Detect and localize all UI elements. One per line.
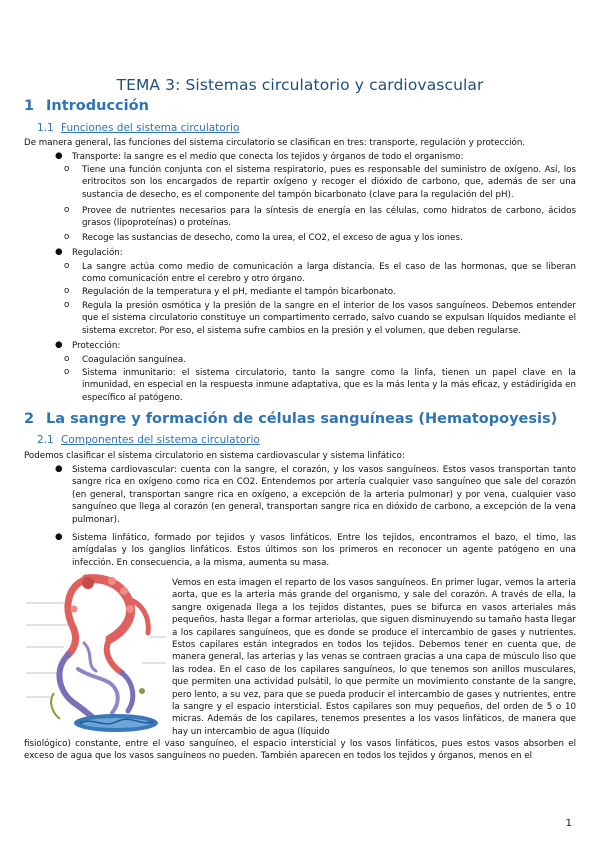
sub-bullet-marker: o (64, 261, 70, 271)
section-2-number: 2 (24, 411, 35, 427)
sub-bullet-marker: o (64, 286, 70, 296)
subsection-1-1-number: 1.1 (37, 122, 54, 134)
regulacion-item-2: Regulación de la temperatura y el pH, mediante el tampón bicarbonato. (82, 287, 396, 297)
section-1-number: 1 (24, 98, 35, 114)
cardiovascular-item: Sistema cardiovascular: cuenta con la sangre, el corazón, y los vasos sanguíneos. Estos vasos transportan tanto sangre rica en oxígeno como rica en CO2. Entendemos por artería cualquier vaso sanguíneo que sale del corazón (en general, transportan sangre rica en oxígeno, a excepción de la arteria pulmonar) y por vena, cualquier vaso sanguíneo que llega al corazón (en general, transportan sangre rica en dióxido de carbono, a excepción de la vena pulmonar). (72, 465, 576, 525)
paragraph-continuation: fisiológico) constante, entre el vaso sanguíneo, el espacio intersticial y los vasos linfáticos, pues estos vasos absorben el exceso de agua que los vasos sanguíneos no pueden. También aparecen en todos los tejidos y órganos, menos en el (24, 739, 576, 762)
proteccion-label: Protección: (72, 341, 121, 351)
regulacion-item-3: Regula la presión osmótica y la presión de la sangre en el interior de los vasos sanguíneos. Debemos entender que el sistema circulatorio constituye un compartimento cerrado, salvo cuando se expulsan líquidos mediante el sistema excretor. Por eso, el sistema sufre cambios en la presión y el volumen, que deben regularse. (82, 301, 576, 336)
subsection-1-1-title: Funciones del sistema circulatorio (61, 122, 240, 134)
sub-bullet-marker: o (64, 300, 70, 310)
subsection-1-1-heading (37, 122, 239, 134)
sub-bullet-marker: o (64, 367, 70, 377)
document-title: TEMA 3: Sistemas circulatorio y cardiovascular (116, 76, 484, 94)
bullet-marker: ● (55, 340, 63, 350)
section-1-heading (24, 98, 149, 114)
transporte-item-2: Provee de nutrientes necesarios para la síntesis de energía en las células, como hidratos de carbono, ácidos grasos (lipoproteínas) o proteínas. (82, 206, 576, 229)
sub-bullet-marker: o (64, 205, 70, 215)
section-2-title: La sangre y formación de células sanguíneas (Hematopoyesis) (46, 411, 558, 427)
regulacion-item-1: La sangre actúa como medio de comunicación a larga distancia. Es el caso de las hormonas, que se liberan como comunicación entre el cerebro y otro órgano. (82, 262, 576, 285)
sub-bullet-marker: o (64, 354, 70, 364)
transporte-label: Transporte: la sangre es el medio que conecta los tejidos y órganos de todo el organismo: (72, 152, 464, 162)
bullet-marker: ● (55, 247, 63, 257)
sub-bullet-marker: o (64, 164, 70, 174)
page-number: 1 (565, 818, 572, 829)
sub-bullet-marker: o (64, 232, 70, 242)
section-2-heading (24, 411, 557, 427)
proteccion-item-2: Sistema inmunitario: el sistema circulatorio, tanto la sangre como la linfa, tienen un papel clave en la inmunidad, en especial en la respuesta inmune adaptativa, que es la más lenta y la más eficaz, y estádirigida en específico al patógeno. (82, 368, 576, 403)
blood-vessels-figure (24, 573, 168, 739)
subsection-2-1-number: 2.1 (37, 434, 54, 446)
vessel-diagram-illustration (24, 573, 168, 739)
subsection-2-1-title: Componentes del sistema circulatorio (61, 434, 260, 446)
bullet-marker: ● (55, 151, 63, 161)
proteccion-item-1: Coagulación sanguínea. (82, 355, 186, 365)
linfatico-item: Sistema linfático, formado por tejidos y vasos linfáticos. Entre los tejidos, encontramos el bazo, el timo, las amígdalas y los ganglios linfáticos. Estos últimos son los primeros en reconocer un agente patógeno en una infección. En consecuencia, a la misma, aumenta su masa. (72, 533, 576, 568)
transporte-item-1: Tiene una función conjunta con el sistema respiratorio, pues es responsable del suministro de oxígeno. Así, los eritrocitos son los encargados de repartir oxígeno y recoger el dióxido de carbono, que, además de ser una sustancia de desecho, es el componente del tampón bicarbonato (clave para la regulación del pH). (82, 165, 576, 200)
transporte-item-3: Recoge las sustancias de desecho, como la urea, el CO2, el exceso de agua y los iones. (82, 233, 463, 243)
regulacion-label: Regulación: (72, 248, 123, 258)
intro-paragraph: De manera general, las funciones del sistema circulatorio se clasifican en tres: transporte, regulación y protección. (24, 138, 526, 148)
subsection-2-1-heading (37, 434, 260, 446)
bullet-marker: ● (55, 532, 63, 542)
section-2-intro: Podemos clasificar el sistema circulatorio en sistema cardiovascular y sistema linfático: (24, 451, 405, 461)
section-1-title: Introducción (46, 98, 149, 114)
figure-description-paragraph: Vemos en esta imagen el reparto de los vasos sanguíneos. En primer lugar, vemos la arteria aorta, que es la arteria más grande del organismo, y sale del corazón. A través de ella, la sangre oxigenada llega a los tejidos distantes, pues se bifurca en vasos arteriales más pequeños, hasta llegar a formar arteriolas, que siguen disminuyendo su tamaño hasta llegar a los capilares sanguíneos, que es donde se produce el intercambio de gases y nutrientes. Estos capilares están integrados en todos los tejidos. Debemos tener en cuenta que, de manera general, las arterias y las venas se contraen gracias a una capa de músculo liso que las rodea. En el caso de los capilares sanguíneos, lo que tenemos son anillos musculares, que permiten una actividad pulsátil, lo que permite un movimiento constante de la sangre, pero lento, a su vez, para que se pueda producir el intercambio de gases y nutrientes, entre la sangre y el espacio intersticial. Estos capilares son muy pequeños, del orden de 5 o 10 micras. Además de los capilares, tenemos presentes a los vasos linfáticos, de manera que hay un intercambio de agua (líquido (172, 578, 576, 737)
bullet-marker: ● (55, 464, 63, 474)
